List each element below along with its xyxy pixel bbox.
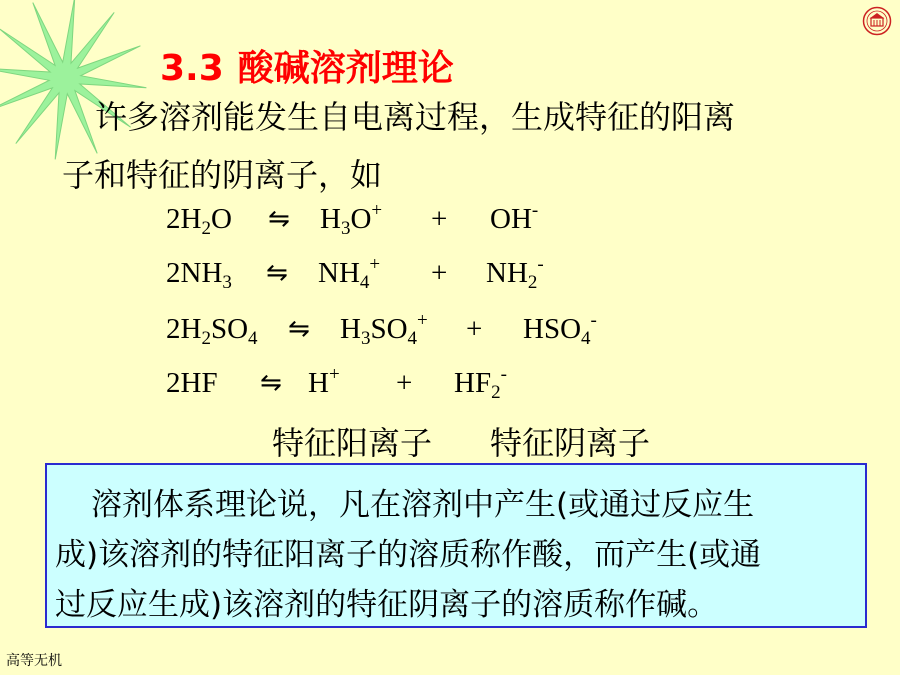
equation-cation <box>320 200 383 239</box>
equation-plus: + <box>396 367 413 399</box>
subscript: 3 <box>340 218 351 239</box>
equation-plus: + <box>466 313 483 345</box>
formula-text: 2H <box>166 203 202 235</box>
slide-title <box>160 40 454 91</box>
section-title: 酸碱溶剂理论 <box>237 48 454 89</box>
footer-course-name: 高等无机 <box>6 653 62 669</box>
formula-text: HSO <box>523 313 582 345</box>
subscript: 2 <box>201 218 211 239</box>
intro-line-1: 许多溶剂能发生自电离过程，生成特征的阳离 <box>95 98 736 136</box>
equation-plus: + <box>431 203 448 235</box>
equation-anion <box>490 200 539 236</box>
equation-anion <box>454 364 507 403</box>
university-seal-logo <box>862 6 892 36</box>
equilibrium-arrow-icon: ⇋ <box>288 314 310 344</box>
anion-label: 特征阴离子 <box>490 424 651 462</box>
superscript: + <box>417 310 428 331</box>
superscript: + <box>371 200 383 221</box>
equilibrium-arrow-icon: ⇋ <box>266 258 288 288</box>
formula-text: H <box>320 203 341 235</box>
formula-text: SO <box>210 313 249 345</box>
equation-anion <box>523 310 597 349</box>
equation-anion <box>486 254 544 293</box>
formula-text: NH <box>318 257 360 289</box>
subscript: 4 <box>407 328 418 349</box>
superscript: - <box>590 310 597 331</box>
superscript: - <box>537 254 544 275</box>
equation-cation <box>318 254 381 293</box>
formula-text: 2HF <box>166 367 218 399</box>
equation-reactant <box>166 257 232 293</box>
starburst-decoration <box>0 0 150 165</box>
subscript: 4 <box>359 272 370 293</box>
formula-text: H <box>308 367 329 399</box>
formula-text: H <box>340 313 361 345</box>
equilibrium-arrow-icon: ⇋ <box>268 204 290 234</box>
formula-text: NH <box>486 257 528 289</box>
equilibrium-arrow-icon: ⇋ <box>260 368 282 398</box>
subscript: 2 <box>201 328 211 349</box>
definition-box <box>45 463 867 628</box>
formula-text: SO <box>370 313 408 345</box>
formula-text: 2H <box>166 313 202 345</box>
section-number: 3.3 <box>160 48 224 89</box>
equation-reactant <box>166 203 232 239</box>
definition-line-1: 溶剂体系理论说，凡在溶剂中产生(或通过反应生 <box>91 487 755 523</box>
subscript: 3 <box>360 328 371 349</box>
intro-line-2: 子和特征的阴离子，如 <box>62 156 383 194</box>
definition-line-3: 过反应生成)该溶剂的特征阴离子的溶质称作碱。 <box>55 587 719 623</box>
subscript: 2 <box>527 272 538 293</box>
equation-reactant <box>166 367 218 400</box>
subscript: 4 <box>581 328 591 349</box>
subscript: 2 <box>491 382 501 403</box>
superscript: + <box>369 254 381 275</box>
cation-label: 特征阳离子 <box>272 424 433 462</box>
equation-reactant <box>166 313 258 349</box>
formula-text: O <box>350 203 372 235</box>
formula-text: 2NH <box>166 257 223 289</box>
superscript: - <box>531 200 539 221</box>
subscript: 3 <box>222 272 232 293</box>
definition-line-2: 成)该溶剂的特征阳离子的溶质称作酸，而产生(或通 <box>55 537 762 573</box>
superscript: - <box>500 364 507 385</box>
formula-text: HF <box>454 367 492 399</box>
subscript: 4 <box>248 328 258 349</box>
equation-cation <box>340 310 428 349</box>
equation-plus: + <box>431 257 448 289</box>
superscript: + <box>328 364 340 385</box>
formula-text: O <box>210 203 232 235</box>
formula-text: OH <box>490 203 532 235</box>
equation-cation <box>308 364 340 400</box>
